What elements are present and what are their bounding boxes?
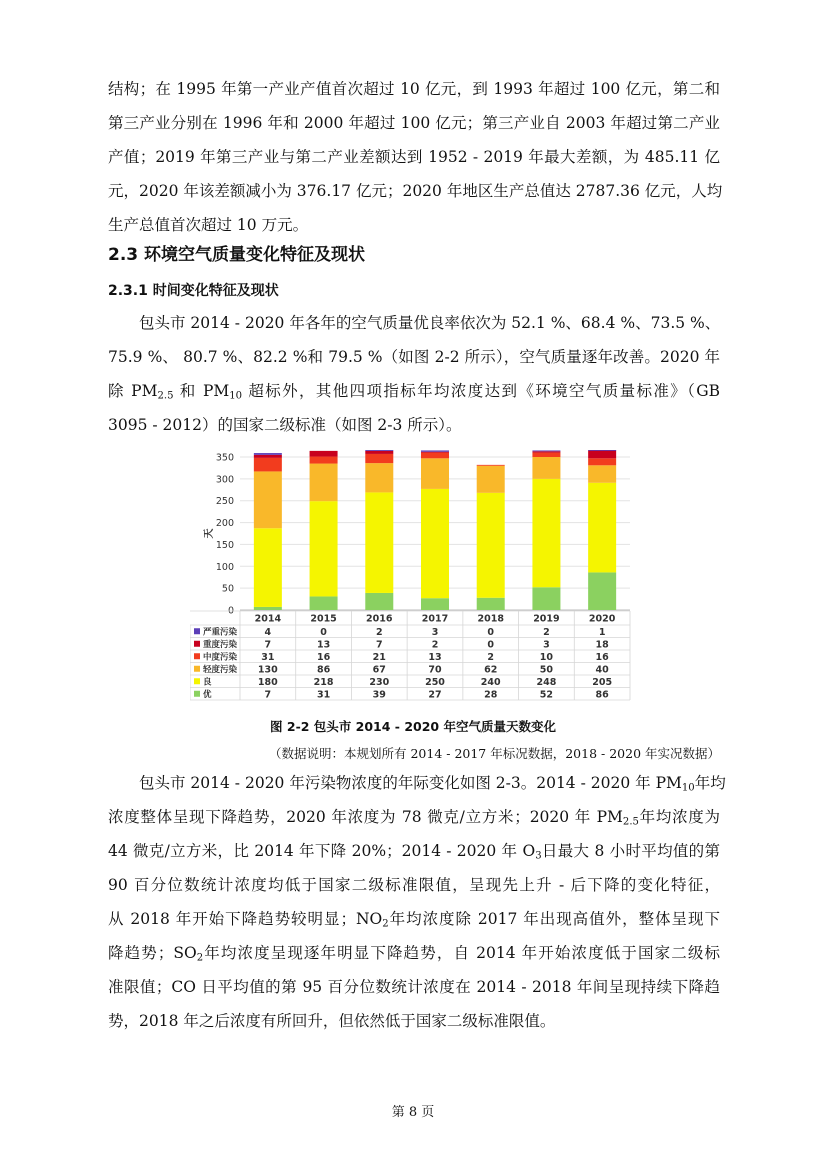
subsection-heading: 2.3.1 时间变化特征及现状 — [108, 283, 279, 299]
data-label: 2 — [543, 626, 550, 638]
bar-segment-轻度污染 — [254, 471, 282, 528]
bar-segment-轻度污染 — [532, 457, 560, 479]
data-label: 0 — [487, 639, 495, 651]
data-label: 4 — [264, 626, 272, 638]
data-label: 16 — [595, 651, 609, 663]
bar-segment-轻度污染 — [421, 458, 449, 489]
bar-segment-严重污染 — [532, 450, 560, 451]
data-label: 62 — [484, 664, 498, 676]
x-tick-label: 2018 — [477, 613, 504, 625]
bar-segment-轻度污染 — [310, 464, 338, 502]
section-heading: 2.3 环境空气质量变化特征及现状 — [108, 245, 366, 265]
data-label: 50 — [539, 664, 554, 676]
bar-segment-优 — [477, 598, 505, 610]
data-label: 2 — [431, 639, 439, 651]
chart-svg — [190, 447, 635, 709]
figure-caption: 图 2-2 包头市 2014 - 2020 年空气质量天数变化 — [270, 719, 556, 734]
data-label: 180 — [257, 676, 278, 688]
legend-swatch-中度污染 — [194, 653, 200, 659]
bar-segment-良 — [365, 492, 393, 593]
data-label: 3 — [543, 639, 550, 651]
y-tick-label: 50 — [221, 583, 234, 595]
bar-segment-重度污染 — [421, 452, 449, 453]
data-label: 52 — [539, 689, 554, 701]
data-label: 28 — [484, 689, 498, 701]
data-label: 0 — [320, 626, 327, 638]
text-line: 3095 - 2012）的国家二级标准（如图 2-3 所示）。 — [108, 416, 462, 434]
paragraph-pollutants — [108, 766, 726, 1038]
data-label: 2 — [487, 651, 495, 663]
data-label: 86 — [595, 689, 609, 701]
data-label: 0 — [487, 626, 495, 638]
bar-segment-严重污染 — [588, 450, 616, 451]
bar-segment-优 — [588, 572, 616, 610]
paragraph-air-quality — [108, 306, 720, 442]
bar-segment-优 — [310, 596, 338, 610]
data-label: 39 — [372, 689, 386, 701]
bar-segment-优 — [421, 598, 449, 610]
figure-note: （数据说明：本规划所有 2014 - 2017 年标况数据，2018 - 2020 年实况数据） — [268, 746, 720, 761]
bar-segment-优 — [254, 607, 282, 610]
x-tick-label: 2019 — [533, 613, 560, 625]
bar-segment-优 — [532, 587, 560, 610]
text-line: 第三产业分别在 1996 年和 2000 年超过 100 亿元；第三产业自 2003 年超过第二产业 — [108, 114, 720, 132]
data-label: 1 — [598, 626, 606, 638]
y-tick-label: 150 — [215, 539, 234, 551]
bar-segment-中度污染 — [365, 454, 393, 463]
legend-swatch-重度污染 — [194, 641, 200, 647]
data-label: 218 — [313, 676, 334, 688]
x-tick-label: 2015 — [310, 613, 337, 625]
page-number: 第 8 页 — [391, 1105, 435, 1120]
x-tick-label: 2014 — [254, 613, 282, 625]
bar-segment-重度污染 — [365, 451, 393, 454]
data-label: 230 — [369, 676, 390, 688]
data-label: 21 — [372, 651, 386, 663]
y-tick-label: 300 — [215, 474, 234, 486]
bar-segment-中度污染 — [421, 453, 449, 459]
legend-label: 严重污染 — [203, 627, 238, 638]
text-line: 包头市 2014 - 2020 年各年的空气质量优良率依次为 52.1 %、68.4 %、73.5 %、 — [139, 314, 721, 332]
y-tick-label: 0 — [227, 605, 234, 617]
y-tick-label: 250 — [215, 496, 234, 508]
y-tick-label: 100 — [215, 561, 234, 573]
bar-segment-中度污染 — [588, 458, 616, 465]
data-label: 10 — [539, 651, 554, 663]
data-label: 86 — [316, 664, 331, 676]
text-line: 从 2018 年开始下降趋势较明显；$NO_2$年均浓度除 2017 年出现高值外，整体呈现下 — [108, 910, 720, 930]
text-line: 生产总值首次超过 10 万元。 — [108, 216, 309, 234]
data-label: 7 — [264, 639, 272, 651]
bar-segment-良 — [532, 479, 560, 587]
data-label: 18 — [595, 639, 609, 651]
data-label: 27 — [428, 689, 442, 701]
paragraph-economy — [108, 72, 723, 242]
text-line: 44 微克/立方米，比 2014 年下降 20%；2014 - 2020 年 $O_3$日最大 8 小时平均值的第 — [108, 842, 720, 862]
legend-swatch-优 — [194, 691, 200, 697]
data-label: 70 — [428, 664, 442, 676]
data-label: 7 — [375, 639, 383, 651]
bar-segment-中度污染 — [310, 457, 338, 464]
x-tick-label: 2016 — [366, 613, 393, 625]
legend-label: 良 — [203, 677, 212, 688]
data-label: 248 — [536, 676, 557, 688]
data-label: 13 — [316, 639, 331, 651]
air-quality-chart — [190, 447, 635, 709]
bar-segment-良 — [588, 483, 616, 573]
text-line: 势，2018 年之后浓度有所回升，但依然低于国家二级标准限值。 — [108, 1012, 556, 1030]
bar-segment-良 — [254, 528, 282, 607]
legend-label: 中度污染 — [203, 652, 238, 663]
text-line: 降趋势；$SO_2$年均浓度呈现逐年明显下降趋势，自 2014 年开始浓度低于国家二级标 — [108, 944, 720, 964]
legend-swatch-轻度污染 — [194, 666, 200, 672]
bar-segment-良 — [421, 489, 449, 598]
bar-segment-良 — [310, 501, 338, 596]
bar-segment-轻度污染 — [588, 465, 616, 482]
data-label: 250 — [425, 676, 445, 688]
text-line: 包头市 2014 - 2020 年污染物浓度的年际变化如图 2-3。2014 - 2020 年 $PM_{10}$年均 — [139, 774, 726, 794]
bar-segment-轻度污染 — [477, 466, 505, 493]
bar-segment-中度污染 — [532, 453, 560, 457]
data-label: 40 — [595, 664, 609, 676]
data-label: 240 — [480, 676, 501, 688]
text-line: 除 $PM_{2.5}$ 和 $PM_{10}$ 超标外，其他四项指标年均浓度达到《环境空气质量标准》（GB — [108, 382, 721, 402]
text-line: 产值；2019 年第三产业与第二产业差额达到 1952 - 2019 年最大差额，为 485.11 亿 — [108, 148, 720, 166]
text-line: 准限值；CO 日平均值的第 95 百分位数统计浓度在 2014 - 2018 年间呈现持续下降趋 — [108, 978, 720, 996]
text-line: 90 百分位数统计浓度均低于国家二级标准限值，呈现先上升 - 后下降的变化特征， — [108, 876, 720, 894]
bar-segment-重度污染 — [532, 451, 560, 452]
data-label: 130 — [257, 664, 278, 676]
y-axis-label: 天 — [204, 528, 215, 539]
text-line: 浓度整体呈现下降趋势，2020 年浓度为 78 微克/立方米；2020 年 $PM_{2.5}$年均浓度为 — [108, 808, 720, 828]
data-label: 3 — [431, 626, 439, 638]
data-label: 31 — [261, 651, 275, 663]
data-label: 31 — [316, 689, 331, 701]
bar-segment-中度污染 — [477, 465, 505, 466]
x-tick-label: 2020 — [588, 613, 616, 625]
x-tick-label: 2017 — [421, 613, 449, 625]
legend-label: 优 — [203, 690, 212, 701]
data-label: 2 — [375, 626, 383, 638]
bar-segment-优 — [365, 593, 393, 610]
bar-segment-严重污染 — [365, 450, 393, 451]
text-line: 元，2020 年该差额减小为 376.17 亿元；2020 年地区生产总值达 2787.36 亿元，人均 — [108, 182, 723, 200]
legend-label: 重度污染 — [203, 640, 238, 651]
data-label: 205 — [592, 676, 613, 688]
bar-segment-轻度污染 — [365, 463, 393, 492]
bar-segment-重度污染 — [310, 451, 338, 457]
bar-segment-严重污染 — [421, 450, 449, 451]
y-tick-label: 350 — [215, 452, 234, 464]
data-label: 16 — [316, 651, 331, 663]
bar-segment-中度污染 — [254, 458, 282, 472]
text-line: 结构；在 1995 年第一产业产值首次超过 10 亿元，到 1993 年超过 100 亿元，第二和 — [108, 80, 720, 98]
data-label: 13 — [428, 651, 442, 663]
y-tick-label: 200 — [215, 518, 234, 530]
legend-swatch-良 — [194, 678, 200, 684]
bar-segment-严重污染 — [254, 453, 282, 455]
data-label: 7 — [264, 689, 272, 701]
legend-label: 轻度污染 — [203, 665, 238, 676]
data-label: 67 — [372, 664, 386, 676]
text-line: 75.9 %、 80.7 %、82.2 %和 79.5 %（如图 2-2 所示），空气质量逐年改善。2020 年 — [108, 348, 720, 366]
bar-segment-重度污染 — [588, 450, 616, 458]
legend-swatch-严重污染 — [194, 628, 200, 634]
bar-segment-重度污染 — [254, 455, 282, 458]
bar-segment-良 — [477, 493, 505, 598]
